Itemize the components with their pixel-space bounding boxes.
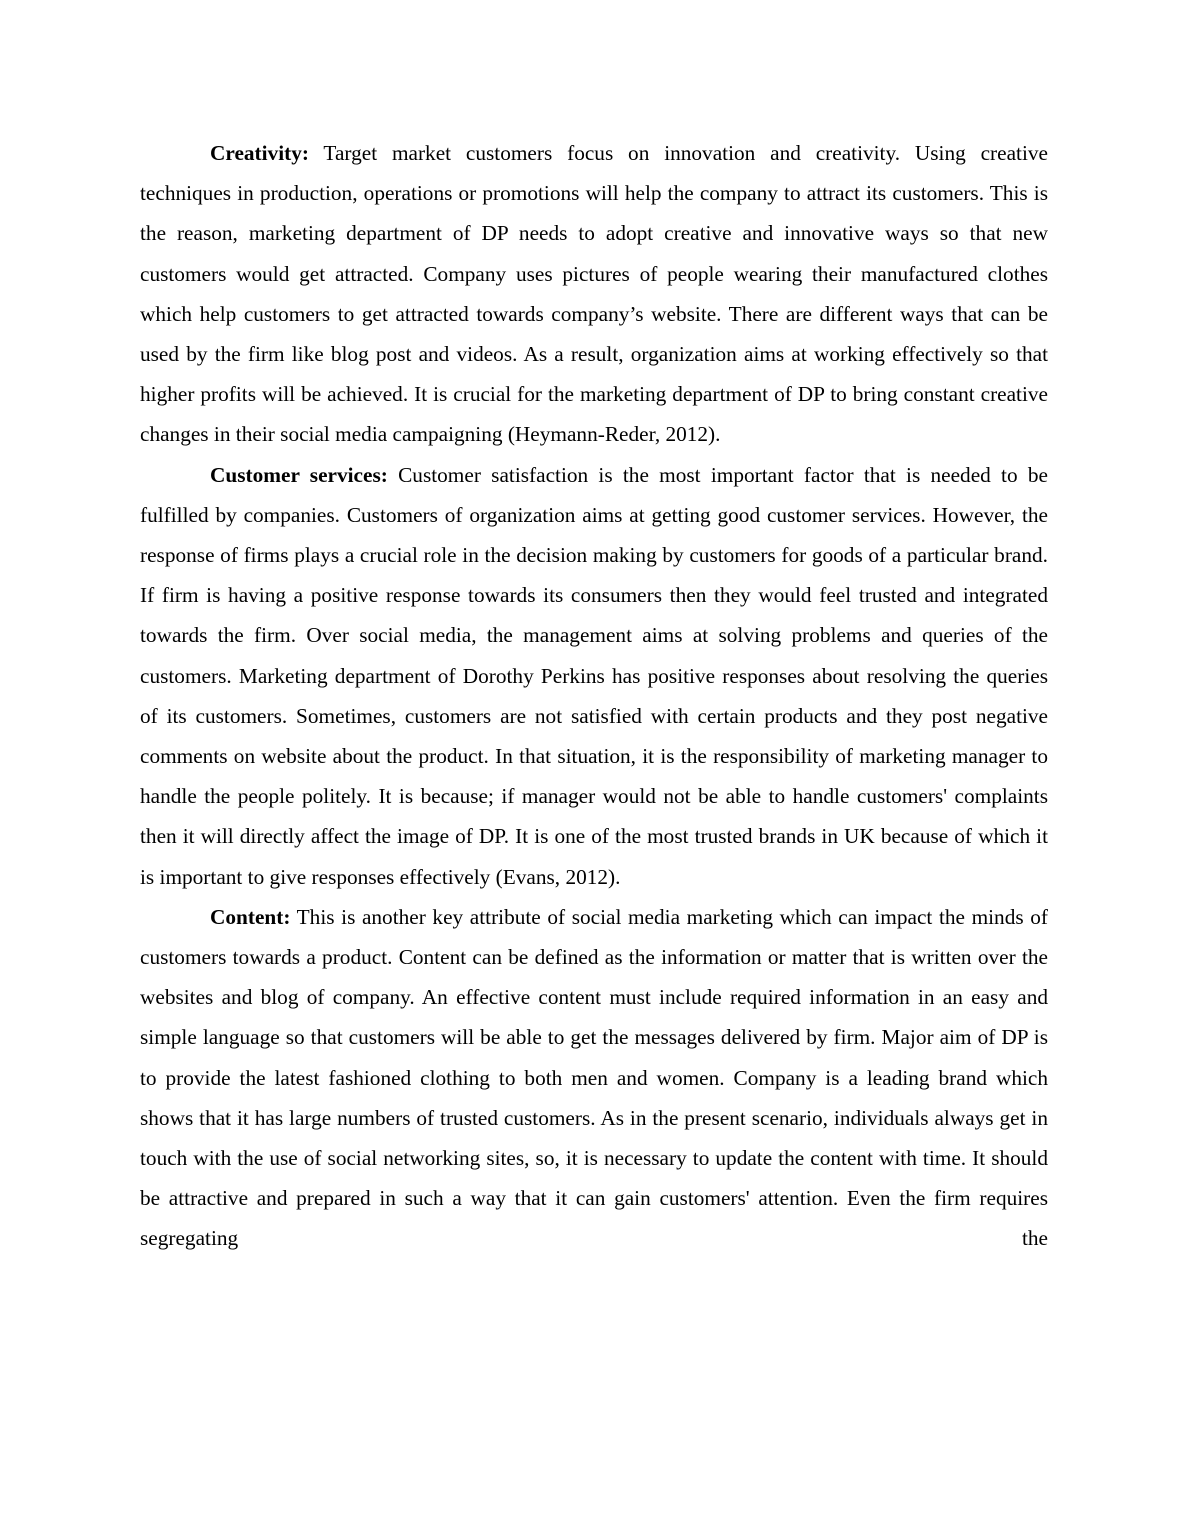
heading-content: Content:: [210, 904, 291, 929]
body-customer-services: Customer satisfaction is the most important factor that is needed to be fulfilled by companies. Customers of organization aims at getting good customer services. However, the response of firms plays a crucial role in the decision making by customers for goods of a particular brand. If firm is having a positive response towards its consumers then they would feel trusted and integrated towards the firm. Over social media, the management aims at solving problems and queries of the customers. Marketing department of Dorothy Perkins has positive responses about resolving the queries of its customers. Sometimes, customers are not satisfied with certain products and they post negative comments on website about the product. In that situation, it is the responsibility of marketing manager to handle the people politely. It is because; if manager would not be able to handle customers' complaints then it will directly affect the image of DP. It is one of the most trusted brands in UK because of which it is important to give responses effectively (Evans, 2012).: [140, 462, 1048, 889]
heading-customer-services: Customer services:: [210, 462, 388, 487]
paragraph-customer-services: [140, 455, 1048, 897]
paragraph-content: [140, 897, 1048, 1259]
document-page: [140, 133, 1048, 1259]
heading-creativity: Creativity:: [210, 141, 309, 165]
body-content: This is another key attribute of social media marketing which can impact the minds of customers towards a product. Content can be defined as the information or matter that is written over the websites and blog of company. An effective content must include required information in an easy and simple language so that customers will be able to get the messages delivered by firm. Major aim of DP is to provide the latest fashioned clothing to both men and women. Company is a leading brand which shows that it has large numbers of trusted customers. As in the present scenario, individuals always get in touch with the use of social networking sites, so, it is necessary to update the content with time. It should be attractive and prepared in such a way that it can gain customers' attention. Even the firm requires segregating the: [140, 904, 1048, 1251]
body-creativity: Target market customers focus on innovation and creativity. Using creative techniques in production, operations or promotions will help the company to attract its customers. This is the reason, marketing department of DP needs to adopt creative and innovative ways so that new customers would get attracted. Company uses pictures of people wearing their manufactured clothes which help customers to get attracted towards company’s website. There are different ways that can be used by the firm like blog post and videos. As a result, organization aims at working effectively so that higher profits will be achieved. It is crucial for the marketing department of DP to bring constant creative changes in their social media campaigning (Heymann-Reder, 2012).: [140, 141, 1048, 447]
paragraph-creativity: [140, 133, 1048, 455]
